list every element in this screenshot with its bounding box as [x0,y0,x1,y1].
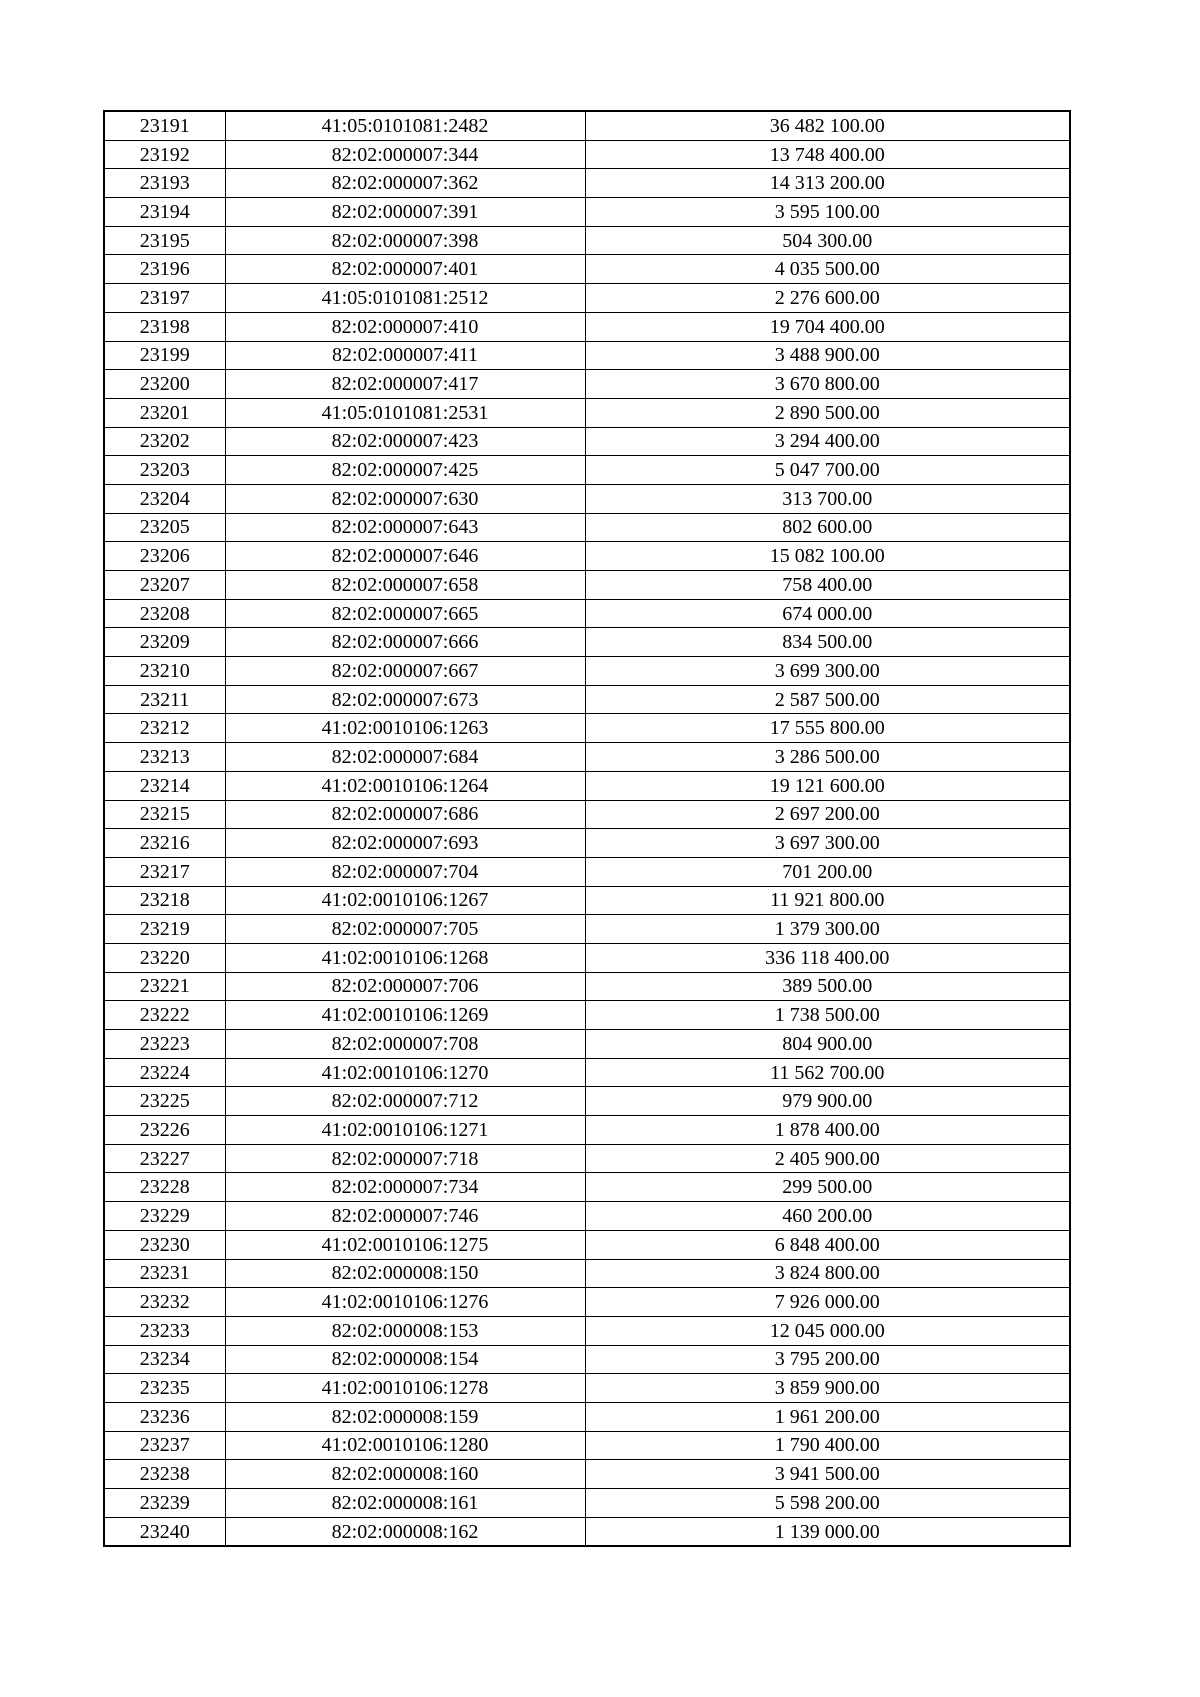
table-row [104,198,1070,227]
table-row [104,111,1070,140]
cadastral-value-cell: 5 598 200.00 [585,1489,1070,1518]
row-number-cell: 23227 [104,1144,225,1173]
table-row [104,1460,1070,1489]
cadastral-value-cell: 3 286 500.00 [585,743,1070,772]
cadastral-number-cell: 41:02:0010106:1280 [225,1431,585,1460]
cadastral-number-cell: 82:02:000007:630 [225,484,585,513]
cadastral-number-cell: 41:02:0010106:1275 [225,1230,585,1259]
cadastral-number-cell: 82:02:000007:410 [225,312,585,341]
cadastral-value-cell: 19 704 400.00 [585,312,1070,341]
table-row [104,743,1070,772]
cadastral-value-cell: 1 379 300.00 [585,915,1070,944]
cadastral-number-cell: 82:02:000007:708 [225,1030,585,1059]
cadastral-value-table [103,110,1071,1547]
row-number-cell: 23221 [104,972,225,1001]
cadastral-value-cell: 14 313 200.00 [585,169,1070,198]
row-number-cell: 23193 [104,169,225,198]
cadastral-value-cell: 6 848 400.00 [585,1230,1070,1259]
cadastral-value-cell: 460 200.00 [585,1202,1070,1231]
cadastral-value-cell: 979 900.00 [585,1087,1070,1116]
cadastral-value-cell: 36 482 100.00 [585,111,1070,140]
cadastral-value-cell: 1 878 400.00 [585,1116,1070,1145]
cadastral-value-cell: 336 118 400.00 [585,943,1070,972]
table-row [104,771,1070,800]
table-row [104,571,1070,600]
row-number-cell: 23213 [104,743,225,772]
cadastral-value-cell: 15 082 100.00 [585,542,1070,571]
cadastral-number-cell: 82:02:000007:705 [225,915,585,944]
cadastral-number-cell: 82:02:000007:667 [225,657,585,686]
cadastral-value-cell: 3 670 800.00 [585,370,1070,399]
cadastral-number-cell: 41:02:0010106:1263 [225,714,585,743]
cadastral-value-cell: 834 500.00 [585,628,1070,657]
cadastral-number-cell: 41:02:0010106:1270 [225,1058,585,1087]
cadastral-number-cell: 82:02:000007:344 [225,140,585,169]
cadastral-value-cell: 3 294 400.00 [585,427,1070,456]
table-row [104,1402,1070,1431]
table-row [104,800,1070,829]
table-row [104,341,1070,370]
cadastral-value-cell: 7 926 000.00 [585,1288,1070,1317]
cadastral-number-cell: 82:02:000007:704 [225,857,585,886]
cadastral-value-cell: 804 900.00 [585,1030,1070,1059]
cadastral-number-cell: 41:02:0010106:1276 [225,1288,585,1317]
row-number-cell: 23240 [104,1517,225,1546]
cadastral-value-cell: 4 035 500.00 [585,255,1070,284]
cadastral-number-cell: 41:02:0010106:1269 [225,1001,585,1030]
table-row [104,255,1070,284]
table-row [104,599,1070,628]
row-number-cell: 23230 [104,1230,225,1259]
cadastral-number-cell: 82:02:000007:686 [225,800,585,829]
row-number-cell: 23239 [104,1489,225,1518]
table-row [104,628,1070,657]
cadastral-number-cell: 82:02:000007:362 [225,169,585,198]
cadastral-value-cell: 3 697 300.00 [585,829,1070,858]
table-row [104,915,1070,944]
table-row [104,542,1070,571]
cadastral-number-cell: 82:02:000007:718 [225,1144,585,1173]
table-row [104,1230,1070,1259]
row-number-cell: 23195 [104,226,225,255]
cadastral-value-cell: 17 555 800.00 [585,714,1070,743]
row-number-cell: 23212 [104,714,225,743]
cadastral-number-cell: 82:02:000007:425 [225,456,585,485]
cadastral-number-cell: 82:02:000008:150 [225,1259,585,1288]
table-row [104,1202,1070,1231]
table-row [104,169,1070,198]
cadastral-value-cell: 504 300.00 [585,226,1070,255]
cadastral-value-cell: 2 890 500.00 [585,398,1070,427]
row-number-cell: 23210 [104,657,225,686]
cadastral-number-cell: 82:02:000008:162 [225,1517,585,1546]
cadastral-value-cell: 3 941 500.00 [585,1460,1070,1489]
row-number-cell: 23224 [104,1058,225,1087]
cadastral-value-cell: 11 921 800.00 [585,886,1070,915]
row-number-cell: 23217 [104,857,225,886]
row-number-cell: 23196 [104,255,225,284]
row-number-cell: 23203 [104,456,225,485]
cadastral-value-cell: 12 045 000.00 [585,1316,1070,1345]
cadastral-number-cell: 82:02:000007:423 [225,427,585,456]
cadastral-value-cell: 11 562 700.00 [585,1058,1070,1087]
row-number-cell: 23201 [104,398,225,427]
table-row [104,1116,1070,1145]
row-number-cell: 23199 [104,341,225,370]
cadastral-number-cell: 82:02:000007:643 [225,513,585,542]
table-row [104,427,1070,456]
cadastral-number-cell: 82:02:000007:417 [225,370,585,399]
cadastral-value-cell: 1 790 400.00 [585,1431,1070,1460]
table-row [104,943,1070,972]
table-row [104,140,1070,169]
cadastral-value-cell: 2 697 200.00 [585,800,1070,829]
cadastral-number-cell: 82:02:000007:646 [225,542,585,571]
cadastral-number-cell: 82:02:000007:693 [225,829,585,858]
cadastral-value-cell: 3 595 100.00 [585,198,1070,227]
table-row [104,829,1070,858]
table-row [104,685,1070,714]
cadastral-value-cell: 3 859 900.00 [585,1374,1070,1403]
table-row [104,370,1070,399]
cadastral-number-cell: 41:02:0010106:1267 [225,886,585,915]
row-number-cell: 23237 [104,1431,225,1460]
cadastral-value-cell: 674 000.00 [585,599,1070,628]
row-number-cell: 23214 [104,771,225,800]
table-row [104,1173,1070,1202]
cadastral-number-cell: 82:02:000007:391 [225,198,585,227]
row-number-cell: 23226 [104,1116,225,1145]
table-row [104,456,1070,485]
table-row [104,886,1070,915]
row-number-cell: 23232 [104,1288,225,1317]
row-number-cell: 23233 [104,1316,225,1345]
row-number-cell: 23211 [104,685,225,714]
cadastral-value-cell: 313 700.00 [585,484,1070,513]
cadastral-value-cell: 3 824 800.00 [585,1259,1070,1288]
cadastral-number-cell: 41:02:0010106:1278 [225,1374,585,1403]
table-row [104,484,1070,513]
table-row [104,714,1070,743]
cadastral-value-cell: 3 795 200.00 [585,1345,1070,1374]
cadastral-number-cell: 82:02:000008:159 [225,1402,585,1431]
row-number-cell: 23198 [104,312,225,341]
row-number-cell: 23194 [104,198,225,227]
row-number-cell: 23228 [104,1173,225,1202]
cadastral-number-cell: 82:02:000007:398 [225,226,585,255]
cadastral-value-cell: 701 200.00 [585,857,1070,886]
row-number-cell: 23191 [104,111,225,140]
cadastral-number-cell: 82:02:000007:665 [225,599,585,628]
cadastral-number-cell: 41:02:0010106:1271 [225,1116,585,1145]
cadastral-number-cell: 82:02:000007:746 [225,1202,585,1231]
cadastral-number-cell: 82:02:000007:734 [225,1173,585,1202]
cadastral-number-cell: 82:02:000008:154 [225,1345,585,1374]
table-row [104,1144,1070,1173]
cadastral-value-cell: 389 500.00 [585,972,1070,1001]
row-number-cell: 23219 [104,915,225,944]
cadastral-number-cell: 82:02:000007:684 [225,743,585,772]
cadastral-value-cell: 1 738 500.00 [585,1001,1070,1030]
row-number-cell: 23207 [104,571,225,600]
table-row [104,857,1070,886]
cadastral-value-cell: 3 488 900.00 [585,341,1070,370]
row-number-cell: 23204 [104,484,225,513]
row-number-cell: 23218 [104,886,225,915]
table-row [104,1517,1070,1546]
table-row [104,1431,1070,1460]
row-number-cell: 23238 [104,1460,225,1489]
table-row [104,513,1070,542]
cadastral-number-cell: 41:05:0101081:2512 [225,284,585,313]
cadastral-number-cell: 82:02:000007:411 [225,341,585,370]
cadastral-number-cell: 82:02:000008:161 [225,1489,585,1518]
row-number-cell: 23200 [104,370,225,399]
cadastral-value-cell: 802 600.00 [585,513,1070,542]
table-row [104,1259,1070,1288]
table-row [104,284,1070,313]
cadastral-value-cell: 1 961 200.00 [585,1402,1070,1431]
table-row [104,1489,1070,1518]
cadastral-number-cell: 41:02:0010106:1264 [225,771,585,800]
table-row [104,1058,1070,1087]
cadastral-value-cell: 5 047 700.00 [585,456,1070,485]
table-row [104,657,1070,686]
table-row [104,1345,1070,1374]
row-number-cell: 23222 [104,1001,225,1030]
table-row [104,1001,1070,1030]
row-number-cell: 23229 [104,1202,225,1231]
row-number-cell: 23225 [104,1087,225,1116]
cadastral-number-cell: 82:02:000007:673 [225,685,585,714]
table-row [104,1374,1070,1403]
row-number-cell: 23223 [104,1030,225,1059]
cadastral-value-cell: 19 121 600.00 [585,771,1070,800]
cadastral-value-cell: 2 405 900.00 [585,1144,1070,1173]
cadastral-number-cell: 41:05:0101081:2482 [225,111,585,140]
row-number-cell: 23205 [104,513,225,542]
row-number-cell: 23234 [104,1345,225,1374]
row-number-cell: 23208 [104,599,225,628]
table-row [104,1087,1070,1116]
cadastral-value-cell: 13 748 400.00 [585,140,1070,169]
cadastral-value-cell: 758 400.00 [585,571,1070,600]
cadastral-number-cell: 82:02:000007:712 [225,1087,585,1116]
table-row [104,312,1070,341]
cadastral-value-cell: 2 587 500.00 [585,685,1070,714]
table-row [104,1288,1070,1317]
cadastral-number-cell: 41:02:0010106:1268 [225,943,585,972]
cadastral-number-cell: 41:05:0101081:2531 [225,398,585,427]
row-number-cell: 23197 [104,284,225,313]
cadastral-number-cell: 82:02:000008:153 [225,1316,585,1345]
table-row [104,972,1070,1001]
cadastral-number-cell: 82:02:000008:160 [225,1460,585,1489]
row-number-cell: 23216 [104,829,225,858]
row-number-cell: 23215 [104,800,225,829]
table-row [104,1030,1070,1059]
row-number-cell: 23220 [104,943,225,972]
table-row [104,1316,1070,1345]
cadastral-number-cell: 82:02:000007:666 [225,628,585,657]
table-row [104,226,1070,255]
table-row [104,398,1070,427]
cadastral-value-cell: 299 500.00 [585,1173,1070,1202]
row-number-cell: 23192 [104,140,225,169]
row-number-cell: 23209 [104,628,225,657]
cadastral-number-cell: 82:02:000007:658 [225,571,585,600]
row-number-cell: 23202 [104,427,225,456]
row-number-cell: 23231 [104,1259,225,1288]
row-number-cell: 23236 [104,1402,225,1431]
cadastral-value-cell: 2 276 600.00 [585,284,1070,313]
cadastral-number-cell: 82:02:000007:401 [225,255,585,284]
cadastral-number-cell: 82:02:000007:706 [225,972,585,1001]
table-body [104,111,1070,1546]
row-number-cell: 23235 [104,1374,225,1403]
cadastral-value-cell: 1 139 000.00 [585,1517,1070,1546]
cadastral-value-cell: 3 699 300.00 [585,657,1070,686]
row-number-cell: 23206 [104,542,225,571]
